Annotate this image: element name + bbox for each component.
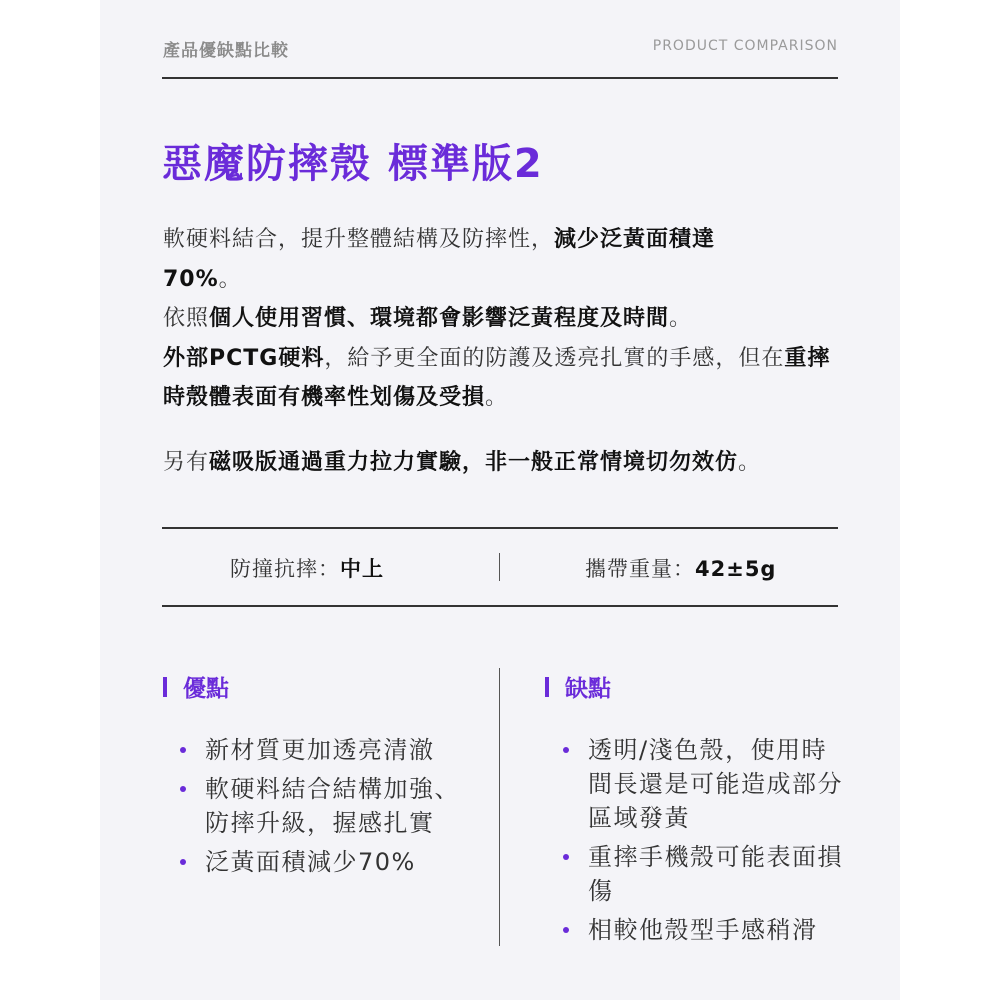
emphasis-text: 減少泛黃面積達70% bbox=[163, 227, 716, 292]
bullet-icon bbox=[180, 786, 186, 792]
description bbox=[163, 220, 853, 482]
list-item bbox=[553, 913, 843, 947]
cons-heading-text: 缺點 bbox=[565, 676, 611, 702]
body-text: 依照 bbox=[163, 306, 210, 331]
stat-label: 防撞抗摔： bbox=[230, 557, 340, 581]
emphasis-text: 外部PCTG硬料 bbox=[163, 345, 325, 371]
cons-heading bbox=[545, 670, 611, 703]
body-text: ，給予更全面的防護及透亮扎實的手感，但在 bbox=[324, 345, 785, 371]
list-item-text: 新材質更加透亮清澈 bbox=[205, 736, 435, 764]
body-text: 軟硬料結合，提升整體結構及防摔性， bbox=[163, 227, 555, 252]
divider bbox=[162, 605, 838, 607]
body-text: 。 bbox=[218, 266, 242, 292]
cons-list bbox=[553, 733, 843, 952]
description-paragraph bbox=[163, 299, 853, 339]
divider bbox=[499, 553, 500, 581]
accent-bar bbox=[163, 677, 167, 697]
list-item-text: 重摔手機殼可能表面損傷 bbox=[588, 843, 843, 905]
body-text: 。 bbox=[738, 449, 762, 475]
emphasis-text: 磁吸版通過重力拉力實驗，非一般正常情境切勿效仿 bbox=[209, 449, 739, 475]
stat-protection bbox=[230, 553, 384, 583]
product-title: 惡魔防摔殼 標準版2 bbox=[162, 141, 544, 187]
list-item-text: 軟硬料結合結構加強、防摔升級，握感扎實 bbox=[205, 775, 460, 837]
divider bbox=[499, 668, 500, 946]
list-item bbox=[170, 733, 470, 767]
bullet-icon bbox=[180, 859, 186, 865]
bullet-icon bbox=[180, 747, 186, 753]
list-item bbox=[553, 840, 843, 908]
divider bbox=[162, 77, 838, 79]
emphasis-text: 重摔時殼體表面有機率性划傷及受損 bbox=[163, 345, 831, 410]
description-paragraph bbox=[163, 339, 843, 418]
list-item bbox=[553, 733, 843, 835]
list-item bbox=[170, 772, 470, 840]
description-paragraph bbox=[163, 220, 783, 299]
bullet-icon bbox=[563, 747, 569, 753]
stat-value: 42±5g bbox=[695, 557, 777, 581]
list-item bbox=[170, 845, 470, 879]
body-text: 另有 bbox=[163, 449, 210, 475]
emphasis-text: 個人使用習慣、環境都會影響泛黃程度及時間 bbox=[209, 306, 670, 331]
stat-label: 攜帶重量： bbox=[585, 557, 695, 581]
pros-list bbox=[170, 733, 470, 884]
body-text: 。 bbox=[669, 306, 693, 331]
body-text: 。 bbox=[485, 385, 509, 410]
pros-heading-text: 優點 bbox=[183, 676, 229, 702]
accent-bar bbox=[545, 677, 549, 697]
list-item-text: 泛黃面積減少70% bbox=[205, 848, 416, 876]
stat-weight bbox=[585, 553, 776, 583]
description-paragraph bbox=[163, 443, 853, 483]
bullet-icon bbox=[563, 927, 569, 933]
stat-value: 中上 bbox=[340, 557, 384, 581]
list-item-text: 透明/淺色殼，使用時間長還是可能造成部分區域發黃 bbox=[588, 736, 843, 832]
pros-heading bbox=[163, 670, 229, 703]
divider bbox=[162, 527, 838, 529]
section-label: 產品優缺點比較 bbox=[163, 41, 289, 61]
section-label-en: PRODUCT COMPARISON bbox=[652, 38, 838, 54]
list-item-text: 相較他殼型手感稍滑 bbox=[588, 916, 818, 944]
bullet-icon bbox=[563, 854, 569, 860]
